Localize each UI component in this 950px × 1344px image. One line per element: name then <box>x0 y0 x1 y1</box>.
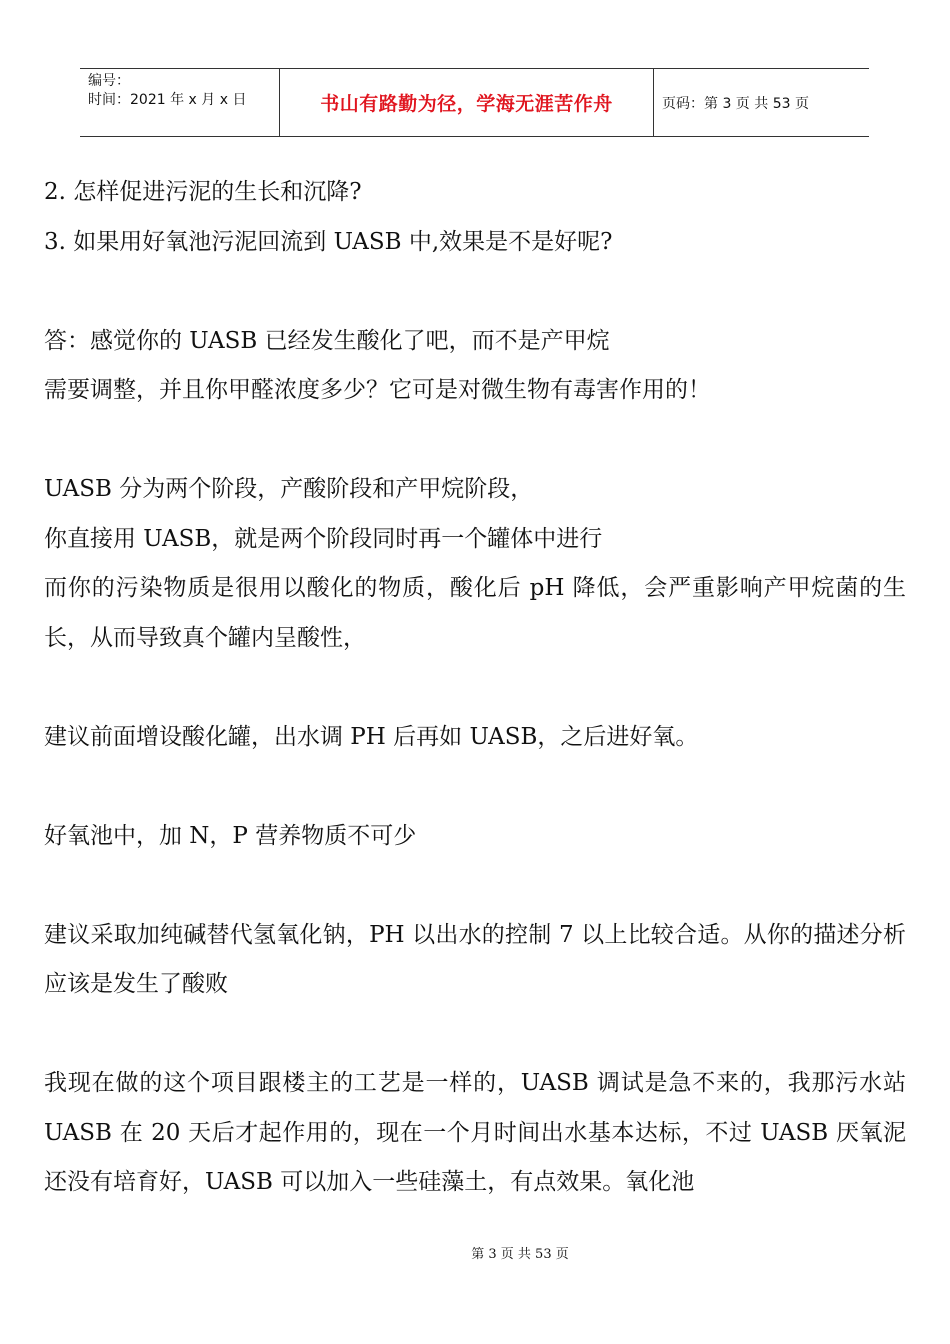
body-line-2: 3. 如果用好氧池污泥回流到 UASB 中,效果是不是好呢? <box>44 228 613 255</box>
blank-line <box>44 861 906 911</box>
document-body <box>44 168 906 1208</box>
body-line-5: UASB 分为两个阶段，产酸阶段和产甲烷阶段， <box>44 476 534 502</box>
body-line-suggestion: 建议前面增设酸化罐，出水调 PH 后再如 UASB，之后进好氧。 <box>44 723 699 750</box>
page-header <box>80 68 869 137</box>
blank-line <box>44 1010 906 1060</box>
header-motto: 书山有路勤为径，学海无涯苦作舟 <box>280 69 654 136</box>
body-paragraph-project: 我现在做的这个项目跟楼主的工艺是一样的，UASB 调试是急不来的，我那污水站 UASB 在 20 天后才起作用的，现在一个月时间出水基本达标，不过 UASB 厌氧泥还没有培育好，UASB 可以加入一些硅藻土，有点效果。氧化池 <box>44 1070 906 1195</box>
body-paragraph-acidification: 而你的污染物质是很用以酸化的物质，酸化后 pH 降低，会严重影响产甲烷菌的生长，从而导致真个罐内呈酸性， <box>44 575 906 651</box>
document-date-label: 时间：2021 年 x 月 x 日 <box>88 92 247 108</box>
blank-line <box>44 416 906 466</box>
body-line-answer: 答：感觉你的 UASB 已经发生酸化了吧，而不是产甲烷 <box>44 327 610 354</box>
header-page-info: 页码：第 3 页 共 53 页 <box>662 95 809 112</box>
document-number-label: 编号： <box>88 73 130 89</box>
blank-line <box>44 762 906 812</box>
body-line-6: 你直接用 UASB，就是两个阶段同时再一个罐体中进行 <box>44 525 603 552</box>
blank-line <box>44 663 906 713</box>
header-meta-cell <box>80 69 280 136</box>
page-footer: 第 3 页 共 53 页 <box>471 1247 569 1262</box>
body-paragraph-soda: 建议采取加纯碱替代氢氧化钠，PH 以出水的控制 7 以上比较合适。从你的描述分析应该是发生了酸败 <box>44 921 906 997</box>
body-line-nutrients: 好氧池中，加 N，P 营养物质不可少 <box>44 822 417 849</box>
blank-line <box>44 267 906 317</box>
body-line-1: 2. 怎样促进污泥的生长和沉降? <box>44 179 362 205</box>
body-line-4: 需要调整，并且你甲醛浓度多少？它可是对微生物有毒害作用的！ <box>44 377 711 403</box>
